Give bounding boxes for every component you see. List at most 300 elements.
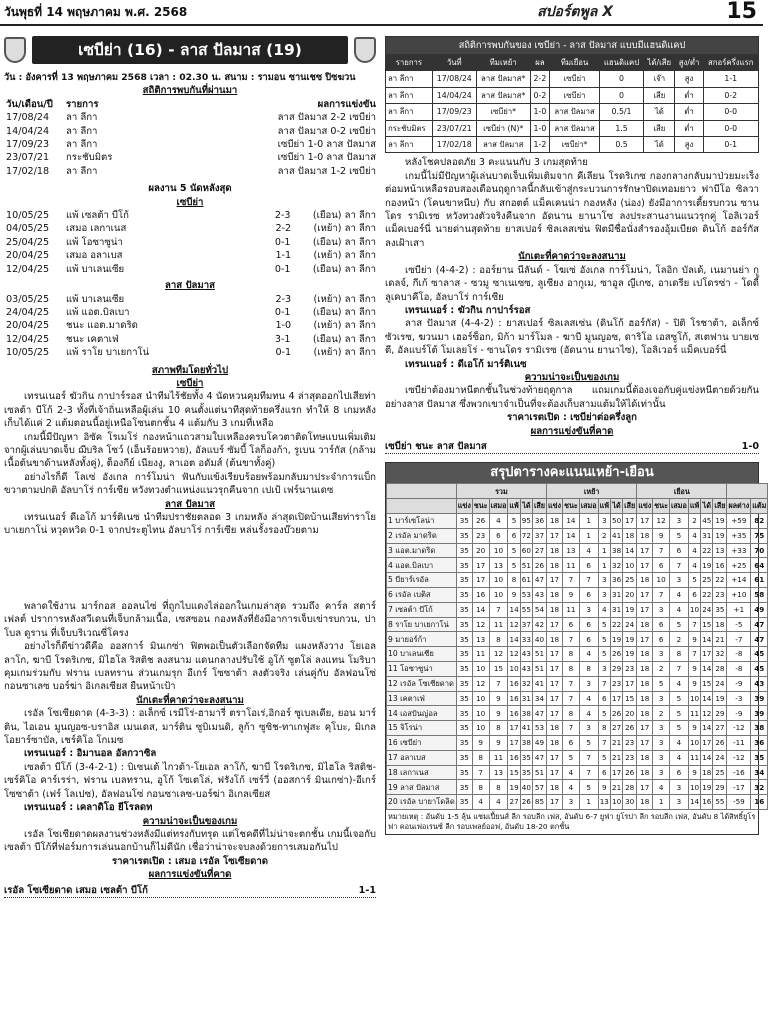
standings-value: 4 bbox=[669, 602, 688, 617]
standings-value: 21 bbox=[611, 780, 623, 795]
standings-value: 37 bbox=[532, 528, 546, 543]
standings-value: 35 bbox=[456, 573, 472, 588]
standings-points: 45 bbox=[751, 647, 768, 662]
standings-value: 35 bbox=[456, 750, 472, 765]
standings-value: 10 bbox=[688, 602, 700, 617]
standings-value: 7 bbox=[472, 765, 489, 780]
handicap-cell: ต่ำ bbox=[675, 87, 703, 103]
standings-value: 35 bbox=[456, 528, 472, 543]
form-venue: (เหย้า) ลา ลีกา bbox=[313, 250, 376, 262]
standings-value: 5 bbox=[598, 617, 610, 632]
standings-value: 6 bbox=[669, 765, 688, 780]
standings-value: 49 bbox=[532, 735, 546, 750]
standings-value: 26 bbox=[532, 558, 546, 573]
standings-value: 8 bbox=[579, 661, 598, 676]
handicap-table-title: สถิติการพบกันของ เซบีย่า - ลาส ปัลมาส แบบมีแฮนดิแคป bbox=[386, 37, 759, 55]
second-match-paragraph-2: อย่างไรก็ดีข่าวดีคือ ออสการ์ มินเกซ่า ฟิตพอเป็นตัวเลือกจัดทีม แผงหลังวาง โยเอล ลาโก, ฆาบี โรดริเกซ, มิไฮโล ริสติช ลงสนาม แดนกลางปรับใช้ อูโก้ ซูตโล่ ลงแทน โมริบา คุมเกมร่วมกับ ฟราน เบลทราน ส่วนเกมรุก อีเกร์ โซซาต้า ลงตัวจริง เล่นคู่กับ อัลฟอนโซ่ กอนซาเลซ บอร์ฆ่า อิเกลเซียส ยืนหน้าเป้า bbox=[4, 641, 376, 693]
standings-value: 17 bbox=[637, 513, 653, 528]
standings-value: 4 bbox=[669, 750, 688, 765]
standings-value: 19 bbox=[713, 691, 727, 706]
h2h-date: 17/09/23 bbox=[6, 139, 50, 151]
standings-value: 11 bbox=[563, 558, 580, 573]
standings-group: รวม bbox=[456, 484, 546, 499]
standings-value: 5 bbox=[688, 573, 700, 588]
handicap-col-header: แฮนดิแคป bbox=[599, 55, 643, 71]
standings-value: 10 bbox=[489, 573, 508, 588]
publication-logo: สปอร์ตพูล X bbox=[537, 4, 613, 20]
standings-value: 19 bbox=[611, 632, 623, 647]
standings-value: 17 bbox=[637, 602, 653, 617]
standings-value: 3 bbox=[669, 573, 688, 588]
standings-col: ชนะ bbox=[563, 499, 580, 514]
handicap-cell: เซบีย่า bbox=[550, 87, 600, 103]
standings-value: 7 bbox=[579, 750, 598, 765]
form-result: เสมอ เลกาเนส bbox=[66, 223, 127, 235]
standings-value: 51 bbox=[520, 558, 532, 573]
standings-value: 17 bbox=[623, 676, 637, 691]
standings-value: 18 bbox=[637, 765, 653, 780]
standings-value: 35 bbox=[520, 750, 532, 765]
standings-value: 7 bbox=[563, 573, 580, 588]
standings-points: 82 bbox=[751, 513, 768, 528]
team2-paragraph-3: เกมนี้ไม่มีปัญหาผู้เล่นบาดเจ็บเพิ่มเติมจาก คีเลียน โรดริเกซ กองกลางกลับมาป่วยมะเร็งต่อมหน้าเหลือรอบสองเดือนฤดูกาลนี้กลับเข้าสู่กระบวนการรักษาปิดเทอมยาว ฟาบีโอ ซิลวา กองหน้า (โคนขาหนีบ) กับ สกอตต์ แม็คเคนน่า กองหลัง (น่อง) ยังมีอาการเตี้ยรบกวน ซานโดร รามิเรซ หวังทวงตัวจริงคืนจาก อัดนาน ยานาโซ ลงประสานงานแนวรุกคู่ โอลิเวอร์ แม็คเบอร์นี่ นายด่านสุดท้าย ยาสเปอร์ ซิลเลสเซ่น ฟิตมีชื่อนั่งสำรองอุ้มเบียด ดินโก้ ฮอร์กัส ลงเฝ้าเสา bbox=[385, 170, 759, 249]
standings-value: 35 bbox=[456, 661, 472, 676]
form-venue: (เหย้า) ลา ลีกา bbox=[313, 347, 376, 359]
standings-goal-diff: -9 bbox=[727, 676, 751, 691]
standings-value: 47 bbox=[532, 573, 546, 588]
handicap-cell: สูง bbox=[675, 137, 703, 153]
handicap-col-header: ทีมเยือน bbox=[550, 55, 600, 71]
standings-value: 6 bbox=[563, 735, 580, 750]
standings-value: 18 bbox=[637, 676, 653, 691]
standings-value: 85 bbox=[532, 795, 546, 810]
standings-points: 70 bbox=[751, 543, 768, 558]
standings-value: 35 bbox=[520, 765, 532, 780]
standings-value: 38 bbox=[520, 735, 532, 750]
standings-value: 28 bbox=[623, 780, 637, 795]
standings-value: 12 bbox=[508, 647, 520, 662]
standings-value: 25 bbox=[623, 573, 637, 588]
standings-value: 7 bbox=[579, 573, 598, 588]
standings-col: ได้ bbox=[701, 499, 713, 514]
standings-value: 21 bbox=[611, 750, 623, 765]
match-title-bar bbox=[4, 34, 376, 66]
standings-value: 26 bbox=[611, 647, 623, 662]
standings-value: 43 bbox=[520, 661, 532, 676]
sevilla-crest-icon bbox=[4, 37, 26, 63]
standings-value: 19 bbox=[701, 780, 713, 795]
second-coach-1: เทรนเนอร์ : อิมานอล อัลกวาซิล bbox=[24, 748, 157, 760]
standings-value: 14 bbox=[701, 632, 713, 647]
standings-value: 14 bbox=[701, 721, 713, 736]
standings-value: 6 bbox=[563, 617, 580, 632]
standings-value: 18 bbox=[637, 691, 653, 706]
handicap-cell: 17/02/18 bbox=[432, 137, 476, 153]
second-lineup-heading: นักเตะที่คาดว่าจะลงสนาม bbox=[136, 694, 244, 706]
form-venue: (เยือน) ลา ลีกา bbox=[312, 263, 376, 275]
standings-value: 26 bbox=[713, 735, 727, 750]
form-row bbox=[4, 263, 376, 276]
standings-value: 6 bbox=[598, 691, 610, 706]
standings-value: 5 bbox=[669, 706, 688, 721]
standings-col: แพ้ bbox=[688, 499, 700, 514]
standings-value: 35 bbox=[456, 543, 472, 558]
standings-team: 1 บาร์เซโลน่า bbox=[387, 513, 457, 528]
standings-value: 18 bbox=[547, 632, 563, 647]
standings-value: 3 bbox=[653, 691, 670, 706]
standings-value: 7 bbox=[688, 617, 700, 632]
standings-extra-header bbox=[727, 484, 768, 499]
standings-points: 32 bbox=[751, 780, 768, 795]
handicap-cell: 23/07/21 bbox=[432, 120, 476, 136]
handicap-row bbox=[386, 120, 759, 136]
form-result: แพ้ บาเลนเซีย bbox=[66, 293, 125, 305]
standings-points: 16 bbox=[751, 795, 768, 810]
standings-row bbox=[387, 632, 768, 647]
standings-value: 7 bbox=[563, 632, 580, 647]
standings-value: 12 bbox=[472, 676, 489, 691]
standings-row bbox=[387, 647, 768, 662]
issue-date: วันพุธที่ 14 พฤษภาคม พ.ศ. 2568 bbox=[4, 4, 188, 19]
standings-value: 11 bbox=[688, 750, 700, 765]
standings-value: 10 bbox=[688, 735, 700, 750]
left-column bbox=[4, 34, 376, 538]
standings-value: 11 bbox=[489, 617, 508, 632]
standings-value: 19 bbox=[508, 780, 520, 795]
h2h-date: 17/02/18 bbox=[6, 165, 50, 177]
standings-value: 10 bbox=[508, 661, 520, 676]
form-date: 10/05/25 bbox=[6, 210, 50, 222]
standings-team: 17 อลาเบส bbox=[387, 750, 457, 765]
standings-value: 7 bbox=[598, 735, 610, 750]
standings-row bbox=[387, 780, 768, 795]
team1-paragraph-2: เกมนี้มีปัญหา อิซัค โรเมโร่ กองหน้าแถวสามใบเหลืองครบโควตาติดโทษแบนเพิ่มเติมจากผู้เล่นบาดเจ็บ ฌีบริล โซว์ (เอ็นร้อยหวาย), อัลแบร์ ซัมบี้ โลก็องก้า, รูเบน วาร์กัส (กล้ามเนื้อต้นขาด้านหลังทั้งคู่), ต็องกีย์ เนียงงู, ลาเอต อดัมส์ (ต้นขาทั้งคู่) bbox=[4, 431, 376, 470]
standings-value: 1 bbox=[598, 543, 610, 558]
standings-value: 24 bbox=[713, 676, 727, 691]
standings-value: 8 bbox=[598, 721, 610, 736]
standings-goal-diff: -12 bbox=[727, 750, 751, 765]
page-header bbox=[0, 0, 763, 26]
standings-value: 35 bbox=[456, 721, 472, 736]
standings-note: หมายเหตุ : อันดับ 1-5 ลุ้น แชมเปี้ยนส์ ลีก รอบลีก เฟส, อันดับ 6-7 ยูฟ่า ยูโรปา ลีก รอบลีก เฟส, อันดับ 8 ได้สิทธิ์ยูโร ฟา คอนเฟอเรนซ์ ลีก รอบเพลย์ออฟ, อันดับ 18-20 ตกชั้น bbox=[388, 811, 756, 831]
standings-value: 30 bbox=[623, 795, 637, 810]
standings-value: 8 bbox=[563, 706, 580, 721]
standings-value: 14 bbox=[563, 528, 580, 543]
standings-value: 5 bbox=[598, 750, 610, 765]
form-row bbox=[4, 319, 376, 332]
standings-value: 6 bbox=[653, 617, 670, 632]
standings-value: 17 bbox=[623, 513, 637, 528]
standings-value: 16 bbox=[472, 587, 489, 602]
handicap-col-header: ได้/เสีย bbox=[644, 55, 675, 71]
standings-value: 17 bbox=[547, 691, 563, 706]
handicap-cell: 17/08/24 bbox=[432, 71, 476, 87]
standings-value: 47 bbox=[532, 750, 546, 765]
standings-row bbox=[387, 558, 768, 573]
standings-value: 37 bbox=[520, 617, 532, 632]
standings-value: 23 bbox=[623, 661, 637, 676]
standings-team: 15 จิโรน่า bbox=[387, 721, 457, 736]
standings-value: 13 bbox=[472, 632, 489, 647]
standings-value: 5 bbox=[508, 558, 520, 573]
standings-value: 6 bbox=[653, 632, 670, 647]
standings-row bbox=[387, 795, 768, 810]
standings-points: 49 bbox=[751, 602, 768, 617]
standings-points: 35 bbox=[751, 750, 768, 765]
form-row bbox=[4, 306, 376, 319]
standings-value: 17 bbox=[611, 765, 623, 780]
standings-value: 9 bbox=[688, 721, 700, 736]
standings-col: ชนะ bbox=[472, 499, 489, 514]
standings-value: 7 bbox=[489, 602, 508, 617]
standings-points: 34 bbox=[751, 765, 768, 780]
second-lineup-2: เซลต้า บีโก้ (3-4-2-1) : บิเซนเต้ ไกวต้า-โยเอล ลาโก้, ฆาบี โรดริเกซ, มิไฮโล ริสติช-เซร์คิโอ คาร์เรร่า, ฟราน เบลทราน, อูโก้ โซเตโล่, ฟรังโก้ เซร์วี่ (ออสการ์ มินเกซ่า)-อีเกร์ โซซาต้า (เฟร์ โลเปซ), อัลฟอนโซ่ กอนซาเลซ-บอร์ฆ่า อิเกลเซียส bbox=[4, 761, 376, 800]
standings-value: 22 bbox=[611, 617, 623, 632]
standings-value: 22 bbox=[701, 587, 713, 602]
standings-value: 4 bbox=[489, 795, 508, 810]
h2h-date: 14/04/24 bbox=[6, 125, 50, 137]
standings-value: 6 bbox=[579, 632, 598, 647]
h2h-competition: ลา ลีกา bbox=[66, 112, 98, 124]
h2h-list bbox=[4, 111, 376, 178]
team1-paragraph-3: อย่างไรก็ดี โลเซ่ อังเกล การ์โมน่า ฟันกับแข้งเรียบร้อยพร้อมกลับมาประจำการแบ็กขวาตามปกติ อัลบาโร่ การ์เซีย หวังทวงตำแหน่งแนวรุกคืนจาก เปเป้ เฟร์นานเดซ bbox=[4, 471, 376, 497]
standings-value: 35 bbox=[456, 632, 472, 647]
standings-goal-diff: -8 bbox=[727, 647, 751, 662]
standings-value: 8 bbox=[472, 750, 489, 765]
standings-row bbox=[387, 661, 768, 676]
standings-value: 17 bbox=[472, 573, 489, 588]
h2h-result: ลาส ปัลมาส 1-2 เซบีย่า bbox=[277, 165, 376, 177]
standings-value: 26 bbox=[623, 721, 637, 736]
standings-goal-diff: +10 bbox=[727, 587, 751, 602]
form-result: ชนะ เคตาเฟ่ bbox=[66, 333, 119, 345]
standings-value: 3 bbox=[598, 661, 610, 676]
excite-heading: ความน่าจะเป็นของเกม bbox=[524, 371, 620, 383]
standings-value: 18 bbox=[547, 780, 563, 795]
second-lineup-1: เรอัล โซเซียดาด (4-3-3) : อเล็กซ์ เรมีโร่-ฮามารี่ ตราโอเร่,อิกอร์ ซูเบลเดีย, ยอน มาร์ติน, ไอเอน มูนญอซ-บราอิส เมนเดส, มาร์ติน ซูบิเมนดิ, ลูก้า ซูซิช-ทาเกฟูสะ คุโบะ, มิเกล โอยาร์ซาบัล, เชร์คิโอ โกเมซ bbox=[4, 708, 376, 747]
standings-value: 31 bbox=[611, 587, 623, 602]
standings-value: 6 bbox=[653, 558, 670, 573]
standings-value: 23 bbox=[472, 528, 489, 543]
standings-value: 3 bbox=[653, 721, 670, 736]
standings-value: 19 bbox=[623, 602, 637, 617]
team2-paragraph-2: หลังโชคปลอดภัย 3 คะแนนกับ 3 เกมสุดท้าย bbox=[405, 157, 588, 169]
standings-value: 40 bbox=[520, 780, 532, 795]
standings-points: 36 bbox=[751, 735, 768, 750]
h2h-header-row: วัน/เดือน/ปี รายการ ผลการแข่งขัน bbox=[6, 98, 376, 110]
standings-col: ได้ bbox=[520, 499, 532, 514]
standings-value: 4 bbox=[489, 513, 508, 528]
handicap-col-header: สูง/ต่ำ bbox=[675, 55, 703, 71]
h2h-competition: ลา ลีกา bbox=[66, 125, 98, 137]
team2-paragraph-1: เทรนเนอร์ ดีเอโก้ มาร์ติเนซ นำทีมปราชัยตลอด 3 เกมหลัง ล่าสุดเปิดบ้านเสียท่าราโย บาเยกาโน่ หวุดหวิด 0-1 จากประตูไทน อัลบาโร่ การ์เซีย หล่นรั้งรองบ๊วยตาม bbox=[4, 512, 376, 537]
handicap-cell: 1-0 bbox=[530, 120, 549, 136]
standings-title: สรุปตารางคะแนนเหย้า-เยือน bbox=[386, 463, 758, 483]
standings-value: 42 bbox=[532, 617, 546, 632]
standings-value: 8 bbox=[489, 721, 508, 736]
standings-value: 4 bbox=[563, 780, 580, 795]
lineup-heading: นักเตะที่คาดว่าจะลงสนาม bbox=[518, 251, 626, 263]
standings-value: 29 bbox=[611, 661, 623, 676]
form-row bbox=[4, 293, 376, 306]
form-venue: (เยือน) ลา ลีกา bbox=[312, 236, 376, 248]
standings-value: 13 bbox=[563, 543, 580, 558]
standings-value: 8 bbox=[563, 661, 580, 676]
standings-goal-diff: -12 bbox=[727, 721, 751, 736]
standings-value: 16 bbox=[713, 558, 727, 573]
standings-value: 35 bbox=[456, 735, 472, 750]
standings-value: 8 bbox=[669, 647, 688, 662]
handicap-row bbox=[386, 71, 759, 87]
standings-value: 18 bbox=[547, 587, 563, 602]
standings-goal-diff: -7 bbox=[727, 632, 751, 647]
handicap-cell: ลา ลีกา bbox=[386, 71, 433, 87]
standings-col: ชนะ bbox=[653, 499, 670, 514]
standings-value: 26 bbox=[611, 706, 623, 721]
standings-value: 53 bbox=[532, 721, 546, 736]
form-score: 0-1 bbox=[274, 236, 291, 248]
form-result: แพ้ ราโย บาเยกาโน่ bbox=[66, 347, 150, 359]
standings-value: 17 bbox=[547, 750, 563, 765]
standings-value: 14 bbox=[701, 691, 713, 706]
handicap-col-header: ทีมเหย้า bbox=[476, 55, 530, 71]
form-result: แพ้ เซลต้า บีโก้ bbox=[66, 210, 129, 222]
standings-points: 64 bbox=[751, 558, 768, 573]
standings-col: เสีย bbox=[713, 499, 727, 514]
standings-value: 5 bbox=[579, 735, 598, 750]
standings-value: 3 bbox=[669, 795, 688, 810]
form-venue: (เยือน) ลา ลีกา bbox=[312, 210, 376, 222]
standings-value: 3 bbox=[563, 795, 580, 810]
standings-value: 57 bbox=[532, 780, 546, 795]
standings-col: เสมอ bbox=[489, 499, 508, 514]
standings-goal-diff: -59 bbox=[727, 795, 751, 810]
h2h-result: เซบีย่า 1-0 ลาส ปัลมาส bbox=[277, 152, 376, 164]
standings-value: 29 bbox=[713, 706, 727, 721]
standings-value: 22 bbox=[701, 543, 713, 558]
standings-value: 32 bbox=[713, 647, 727, 662]
standings-value: 54 bbox=[532, 602, 546, 617]
standings-value: 23 bbox=[713, 587, 727, 602]
standings-team: 9 มายอร์ก้า bbox=[387, 632, 457, 647]
standings-value: 19 bbox=[623, 632, 637, 647]
handicap-cell: 17/09/23 bbox=[432, 104, 476, 120]
standings-points: 47 bbox=[751, 632, 768, 647]
handicap-cell: ลาส ปัลมาส* bbox=[476, 71, 530, 87]
standings-value: 11 bbox=[563, 602, 580, 617]
standings-row bbox=[387, 602, 768, 617]
standings-value: 2 bbox=[688, 513, 700, 528]
standings-value: 35 bbox=[456, 587, 472, 602]
handicap-cell: ลา ลีกา bbox=[386, 137, 433, 153]
standings-goal-diff: +14 bbox=[727, 573, 751, 588]
las-palmas-crest-icon bbox=[354, 37, 376, 63]
standings-value: 17 bbox=[637, 587, 653, 602]
standings-value: 16 bbox=[701, 795, 713, 810]
handicap-cell: ลาส ปัลมาส bbox=[550, 120, 600, 136]
standings-value: 17 bbox=[637, 543, 653, 558]
second-match-section bbox=[4, 600, 376, 898]
standings-value: 35 bbox=[456, 691, 472, 706]
standings-value: 8 bbox=[472, 780, 489, 795]
second-predict-score: 1-1 bbox=[358, 884, 376, 896]
standings-value: 21 bbox=[713, 632, 727, 647]
standings-row bbox=[387, 676, 768, 691]
standings-value: 10 bbox=[472, 661, 489, 676]
standings-value: 28 bbox=[713, 661, 727, 676]
standings-value: 5 bbox=[563, 750, 580, 765]
standings-value: 8 bbox=[563, 647, 580, 662]
h2h-result: ลาส ปัลมาส 2-2 เซบีย่า bbox=[277, 112, 376, 124]
standings-col: แข่ง bbox=[456, 499, 472, 514]
standings-goal-diff: -5 bbox=[727, 617, 751, 632]
form-date: 25/04/25 bbox=[6, 236, 50, 248]
form-list-team1 bbox=[4, 209, 376, 276]
standings-value: 12 bbox=[508, 617, 520, 632]
standings-points: 61 bbox=[751, 573, 768, 588]
standings-value: 35 bbox=[456, 617, 472, 632]
h2h-date: 23/07/21 bbox=[6, 152, 50, 164]
standings-col: เสมอ bbox=[579, 499, 598, 514]
predict-row bbox=[385, 440, 759, 454]
standings-group: เยือน bbox=[637, 484, 727, 499]
standings-value: 26 bbox=[623, 765, 637, 780]
coach-team2: เทรนเนอร์ : ดีเอโก้ มาร์ติเนซ bbox=[405, 358, 527, 370]
standings-row bbox=[387, 587, 768, 602]
standings-points: 75 bbox=[751, 528, 768, 543]
form-score: 2-2 bbox=[275, 223, 292, 235]
standings-value: 35 bbox=[456, 513, 472, 528]
standings-value: 40 bbox=[532, 632, 546, 647]
standings-value: 20 bbox=[472, 543, 489, 558]
standings-value: 3 bbox=[598, 587, 610, 602]
lineup-team1: เซบีย่า (4-4-2) : ออร์ยาน นีลันด์ - โฆเซ่ อังเกล การ์โมน่า, โลอิก บัลเด้, เนมานย่า กูเดลจ์, กีเก้ ซาลาส - ซวมู ซาเนเซซ, ลูเซียง อากูเม, ซาอูล ญีเกซ, อาเดรีย เปโดรซ่า - โดดี้ ลูเคบาคีโอ, อัลบาโร่ การ์เซีย bbox=[385, 264, 759, 303]
standings-value: 1 bbox=[579, 528, 598, 543]
team1-label: เซบีย่า bbox=[176, 196, 204, 208]
standings-value: 4 bbox=[579, 706, 598, 721]
standings-value: 9 bbox=[598, 780, 610, 795]
standings-value: 43 bbox=[520, 647, 532, 662]
standings-value: 8 bbox=[508, 573, 520, 588]
handicap-cell: 0-0 bbox=[703, 104, 758, 120]
handicap-col-header: สกอร์ครึ่งแรก bbox=[703, 55, 758, 71]
standings-value: 35 bbox=[456, 647, 472, 662]
standings-value: 18 bbox=[637, 617, 653, 632]
standings-value: 1 bbox=[579, 795, 598, 810]
standings-value: 12 bbox=[701, 706, 713, 721]
h2h-result: ลาส ปัลมาส 0-2 เซบีย่า bbox=[277, 125, 376, 137]
standings-team: 4 แอต.บิลเบา bbox=[387, 558, 457, 573]
standings-goal-diff: -11 bbox=[727, 735, 751, 750]
handicap-cell: 0-1 bbox=[703, 137, 758, 153]
standings-value: 50 bbox=[611, 513, 623, 528]
standings-value: 27 bbox=[713, 721, 727, 736]
handicap-cell: เซบีย่า* bbox=[476, 104, 530, 120]
standings-value: 31 bbox=[611, 602, 623, 617]
standings-row bbox=[387, 735, 768, 750]
form-date: 20/04/25 bbox=[6, 250, 50, 262]
standings-value: 53 bbox=[520, 587, 532, 602]
form-date: 03/05/25 bbox=[6, 293, 50, 305]
team1-paragraph-1: เทรนเนอร์ ฆัวกิน กาปาร์รอส นำทีมไร้ชัยทั้ง 4 นัดหวนคุมทีมทน 4 ล่าสุดออกไปเสียท่าเซลต้า บีโก้ 2-3 ทั้งที่เจ้าถิ่นเหลือผู้เล่น 10 คนตั้งแต่นาทีสุดท้ายครึ่งแรก ทำให้ 8 เกมหลังเก็บได้แค่ 2 แต้มตอนนี้อยู่เหนือโซนตกชั้น 4 แต้มกับ 3 เกมที่เหลือ bbox=[4, 391, 376, 430]
standings-value: 9 bbox=[489, 735, 508, 750]
standings-value: 3 bbox=[653, 765, 670, 780]
standings-value: 7 bbox=[653, 587, 670, 602]
standings-value: 1 bbox=[598, 558, 610, 573]
standings-value: 17 bbox=[547, 573, 563, 588]
standings-value: 9 bbox=[688, 632, 700, 647]
standings-value: 5 bbox=[598, 632, 610, 647]
